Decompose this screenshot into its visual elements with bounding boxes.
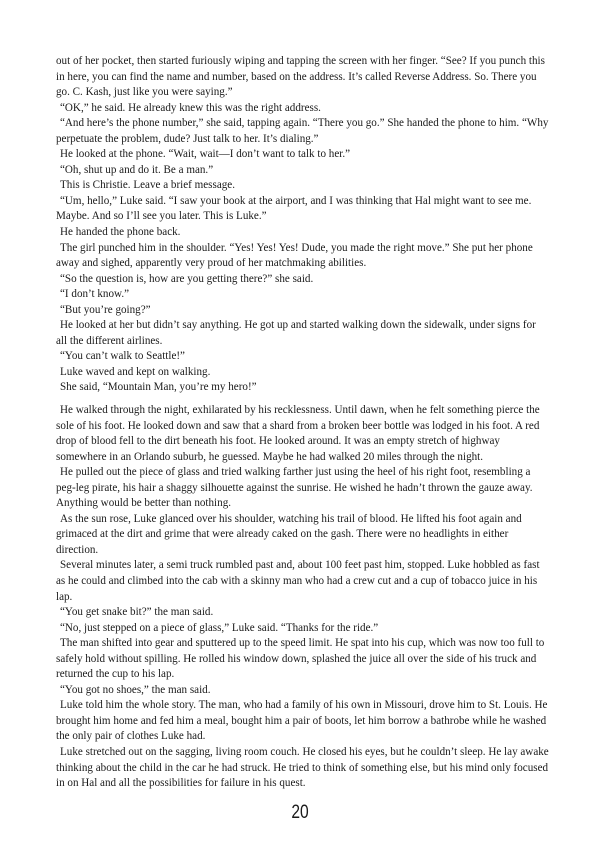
paragraph: This is Christie. Leave a brief message.: [60, 179, 235, 192]
paragraph: As the sun rose, Luke glanced over his shoulder, watching his trail of blood. He lifted his foot again and grimaced at the dirt and grime that were already caked on the gash. There were no headlights in either direction.: [56, 512, 522, 556]
paragraph: Luke told him the whole story. The man, who had a family of his own in Missouri, drove him to St. Louis. He brought him home and fed him a meal, bought him a pair of boots, let him borrow a bathrobe while he washed the only pair of clothes Luke had.: [56, 699, 548, 743]
paragraph: He looked at the phone. “Wait, wait—I don’t want to talk to her.”: [60, 148, 351, 161]
paragraph: “So the question is, how are you getting there?” she said.: [60, 272, 314, 285]
paragraph: out of her pocket, then started furiously wiping and tapping the screen with her finger. “See? If you punch this in here, you can find the name and number, based on the address. It’s called Reverse Address. So. There you go. C. Kash, just like you were saying.”: [56, 55, 545, 99]
paragraph: The man shifted into gear and sputtered up to the speed limit. He spat into his cup, which was now too full to safely hold without spilling. He rolled his window down, splashed the juice all over the side of his truck and returned the cup to his lap.: [56, 637, 545, 681]
paragraph: “OK,” he said. He already knew this was the right address.: [60, 101, 321, 114]
paragraph: Luke stretched out on the sagging, living room couch. He closed his eyes, but he couldn’t sleep. He lay awake thinking about the child in the car he had struck. He tried to think of something else, but his mind only focused in on Hal and all the possibilities for failure in his quest.: [56, 746, 549, 790]
paragraph: “You can’t walk to Seattle!”: [60, 350, 185, 363]
paragraph: He looked at her but didn’t say anything. He got up and started walking down the sidewalk, under signs for all the different airlines.: [56, 319, 536, 347]
paragraph: Luke waved and kept on walking.: [60, 365, 211, 378]
paragraph: “You got no shoes,” the man said.: [60, 683, 211, 696]
paragraph: “Oh, shut up and do it. Be a man.”: [60, 163, 214, 176]
paragraph: “And here’s the phone number,” she said, tapping again. “There you go.” She handed the phone to him. “Why perpetuate the problem, dude? Just talk to her. It’s dialing.”: [56, 117, 549, 145]
paragraph: “No, just stepped on a piece of glass,” Luke said. “Thanks for the ride.”: [60, 621, 379, 634]
paragraph: The girl punched him in the shoulder. “Yes! Yes! Yes! Dude, you made the right move.” She put her phone away and sighed, apparently very proud of her matchmaking abilities.: [56, 241, 533, 270]
page-number: 20: [291, 802, 309, 823]
paragraph: “Um, hello,” Luke said. “I saw your book at the airport, and I was thinking that Hal might want to see me. Maybe. And so I’ll see you later. This is Luke.”: [56, 194, 532, 223]
paragraph: “I don’t know.”: [60, 288, 130, 301]
paragraph: He walked through the night, exhilarated by his recklessness. Until dawn, when he felt something pierce the sole of his foot. He looked down and saw that a shard from a broken beer bottle was lodged in his foot. A red drop of blood fell to the dirt beneath his foot. He looked around. It was an empty stretch of highway somewhere in an Orlando suburb, he guessed. Maybe he had walked 20 miles through the night.: [56, 404, 540, 463]
paragraph: He pulled out the piece of glass and tried walking farther just using the heel of his right foot, resembling a peg-leg pirate, his hair a shaggy silhouette against the sunrise. He wished he hadn’t thrown the gauze away. Anything would be better than nothing.: [56, 466, 533, 510]
paragraph: “You get snake bit?” the man said.: [60, 606, 214, 619]
paragraph: He handed the phone back.: [60, 226, 181, 239]
paragraph: “But you’re going?”: [60, 303, 151, 316]
paragraph: Several minutes later, a semi truck rumbled past and, about 100 feet past him, stopped. Luke hobbled as fast as he could and climbed into the cab with a skinny man who had a crew cut and a cup of tobacco juice in his lap.: [56, 559, 540, 603]
paragraph: She said, “Mountain Man, you’re my hero!”: [60, 381, 257, 394]
text-block-1: [56, 54, 549, 396]
text-block-2: [56, 403, 549, 792]
